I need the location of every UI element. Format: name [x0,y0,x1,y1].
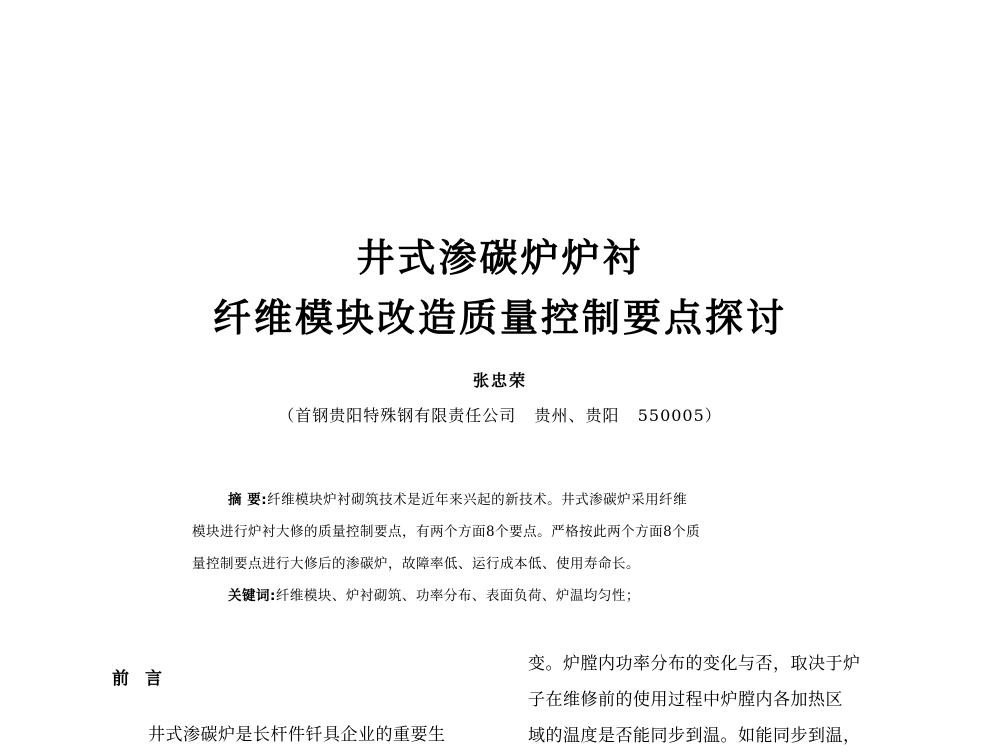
section-heading-preface: 前言 [112,669,178,689]
author-name: 张忠荣 [472,371,527,390]
abstract-text-1: 纤维模块炉衬砌筑技术是近年来兴起的新技术。井式渗碳炉采用纤维 [267,492,688,508]
author-affiliation: （首钢贵阳特殊钢有限责任公司 贵州、贵阳 550005） [278,406,722,425]
left-body-line-1: 井式渗碳炉是长杆件钎具企业的重要生 [148,725,446,745]
abstract-block [192,484,832,612]
abstract-line-2: 模块进行炉衬大修的质量控制要点，有两个方面8个要点。严格按此两个方面8个质 [192,524,701,540]
keywords-label: 关键词: [228,588,276,604]
title-line-2: 纤维模块改造质量控制要点探讨 [212,295,787,340]
right-body-line-2: 子在维修前的使用过程中炉膛内各加热区 [528,690,843,710]
title-line-1: 井式渗碳炉炉衬 [356,235,644,280]
right-column [528,646,928,754]
keywords-text: 纤维模块、炉衬砌筑、功率分布、表面负荷、炉温均匀性； [275,588,640,604]
paper-title [0,228,1000,348]
left-column [112,664,492,745]
keywords-line [192,580,832,612]
right-body-line-3: 域的温度是否能同步到温。如能同步到温， [528,726,861,746]
abstract-line-3: 量控制要点进行大修后的渗碳炉，故障率低、运行成本低、使用寿命长。 [192,556,640,572]
abstract-label: 摘 要: [228,492,268,508]
abstract-line-1 [192,484,832,516]
right-body-line-1: 变。炉膛内功率分布的变化与否，取决于炉 [528,654,861,674]
